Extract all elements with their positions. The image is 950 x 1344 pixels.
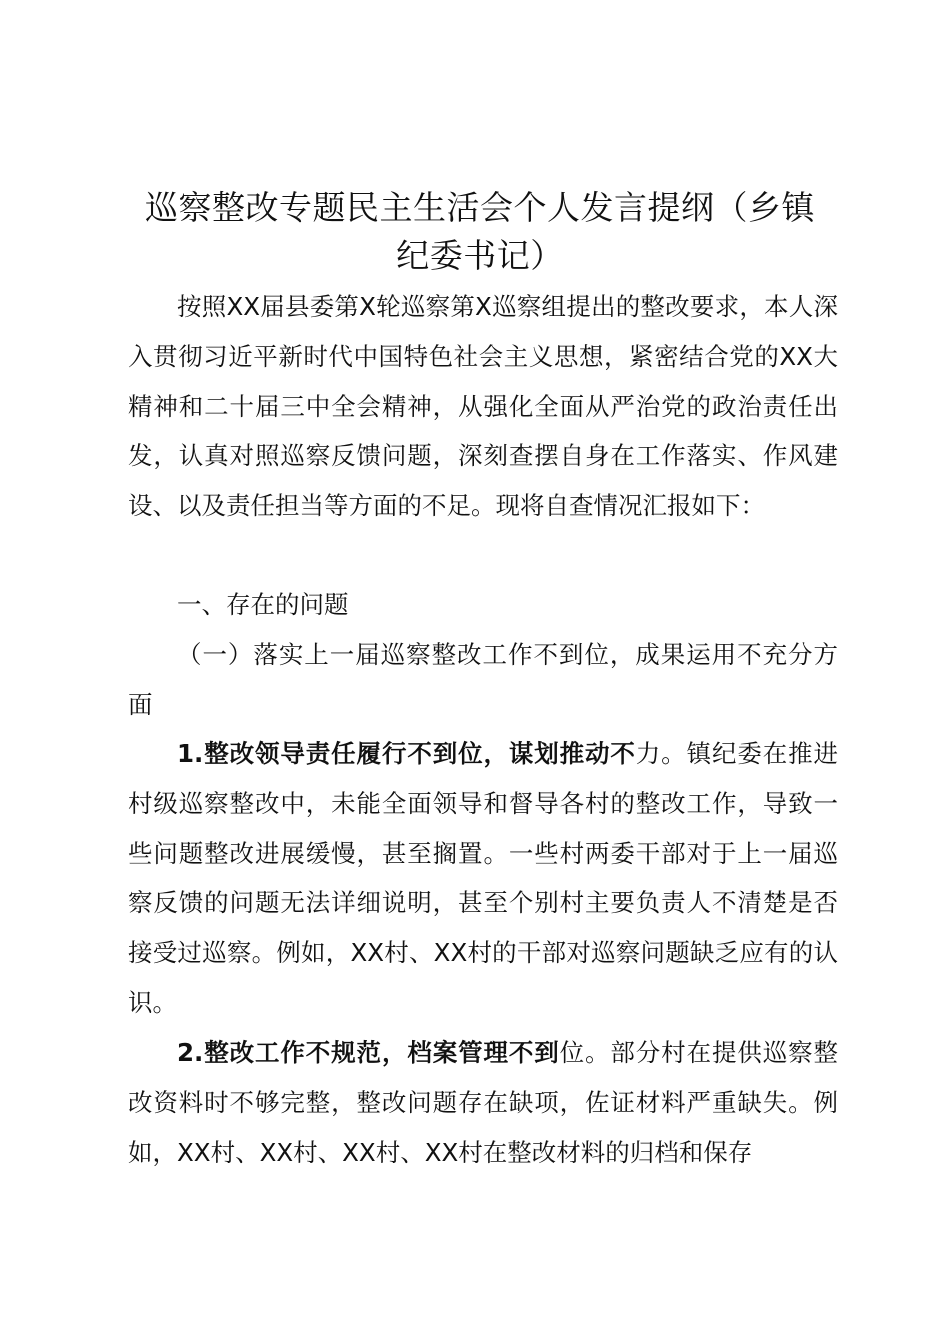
section-heading: 一、存在的问题 <box>177 590 349 619</box>
item-1-text: 力。镇纪委在推进村级巡察整改中，未能全面领导和督导各村的整改工作，导致一些问题整改进展缓慢，甚至搁置。一些村两委干部对于上一届巡察反馈的问题无法详细说明，甚至个别村主要负责人不清楚是否接受过巡察。例如，XX村、XX村的干部对巡察问题缺乏应有的认识。 <box>128 739 838 1017</box>
intro-paragraph: 按照XX届县委第X轮巡察第X巡察组提出的整改要求，本人深入贯彻习近平新时代中国特色社会主义思想，紧密结合党的XX大精神和二十届三中全会精神，从强化全面从严治党的政治责任出发，认真对照巡察反馈问题，深刻查摆自身在工作落实、作风建设、以及责任担当等方面的不足。现将自查情况汇报如下： <box>128 292 838 521</box>
item-2-text: 位。部分村在提供巡察整改资料时不够完整，整改问题存在缺项，佐证材料严重缺失。例如，XX村、XX村、XX村、XX村在整改材料的归档和保存 <box>128 1038 838 1167</box>
document-title-line-1: 巡察整改专题民主生活会个人发言提纲（乡镇 <box>145 188 815 227</box>
item-1-lead: 1.整改领导责任履行不到位，谋划推动不 <box>177 739 636 768</box>
item-2-paragraph <box>128 1028 838 1177</box>
document-title-line-2: 纪委书记） <box>396 236 564 275</box>
item-1-paragraph <box>128 729 838 1028</box>
subsection-heading: （一）落实上一届巡察整改工作不到位，成果运用不充分方面 <box>128 640 838 719</box>
item-2-lead: 2.整改工作不规范，档案管理不到 <box>177 1038 560 1067</box>
